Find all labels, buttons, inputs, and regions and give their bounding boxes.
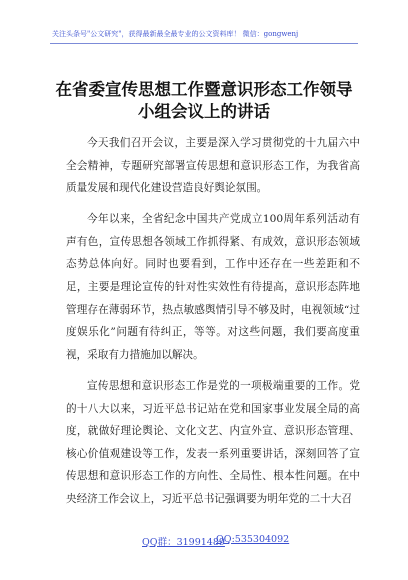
paragraph-3: 宣传思想和意识形态工作是党的一项极端重要的工作。党的十八大以来，习近平总书记站在党和国家事业发展全局的高度，就做好理论舆论、文化文艺、内宣外宣、意识形态管理、核心价值观建设等工作，发表一系列重要讲话，深刻回答了宣传思想和意识形态工作的方向性、全局性、根本性问题。在中央经济工作会议上，习近平总书记强调要为明年党的二十大召 xyxy=(66,379,360,505)
paragraph-2: 今年以来，全省纪念中国共产党成立100周年系列活动有声有色，宣传思想各领域工作抓得紧、有成效，意识形态领域态势总体向好。同时也要看到，工作中还存在一些差距和不足，主要是理论宣传的针对性实效性有待提高，意识形态阵地管理存在薄弱环节，热点敏感舆情引导不够及时，电视领域“过度娱乐化”问题有待纠正，等等。对这些问题，我们要高度重视，采取有力措施加以解决。 xyxy=(66,213,360,361)
paragraph-1: 今天我们召开会议，主要是深入学习贯彻党的十九届六中全会精神，专题研究部署宣传思想和意识形态工作，为我省高质量发展和现代化建设营造良好舆论氛围。 xyxy=(66,137,360,195)
header-divider xyxy=(50,43,358,44)
page-footer xyxy=(0,531,408,551)
document-body xyxy=(66,132,360,519)
page-header xyxy=(0,0,408,46)
qq-group-link[interactable]: QQ群：31991489 xyxy=(142,537,225,548)
document-title: 在省委宣传思想工作暨意识形态工作领导小组会议上的讲话 xyxy=(55,80,353,121)
header-banner-text: 关注头条号"公文研究"，获得最新最全最专业的公文资料库！ 微信：gongwenj xyxy=(52,30,299,38)
qq-contact-link[interactable]: QQ:535304092 xyxy=(216,534,290,545)
